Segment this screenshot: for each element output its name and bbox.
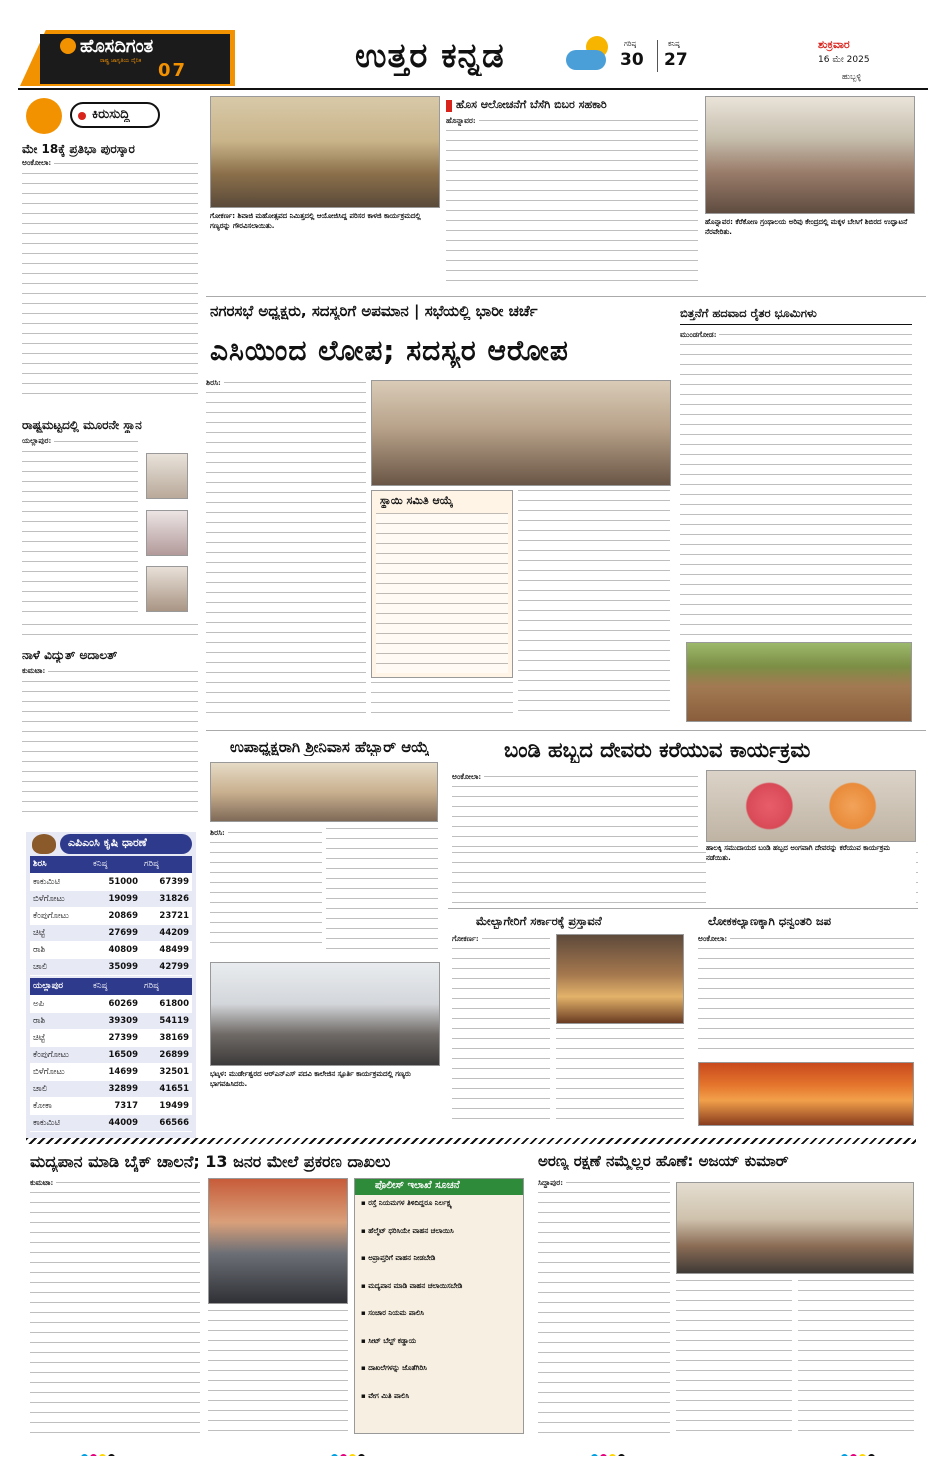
commodity: ಬಿಳೆಗೋಟು <box>30 890 90 907</box>
brief-dateline: ಕುಮಟಾ: <box>22 666 48 676</box>
commodity: ಬಿಳೆಗೋಟು <box>30 1063 90 1080</box>
commodity: ಚಿಟ್ಟೆ <box>30 924 90 941</box>
market-table-yellapur <box>30 978 192 1132</box>
gokarna-caption: ಗೋಕರ್ಣ: ಶಿವಾಜಿ ಮಹೋತ್ಸವದ ನಿಮಿತ್ತದಲ್ಲಿ ಆಯೋಜಿಸಿದ್ದ ಪರಿಸರ ಕಾಳಜಿ ಕಾರ್ಯಕ್ರಮದಲ್ಲಿ ಗಣ್ಯರನ್ನು ಗೌರವಿಸಲಾಯಿತು. <box>210 212 421 230</box>
honnavar-photo <box>705 96 915 214</box>
forest-event-photo <box>676 1182 914 1274</box>
market-place: ಯಲ್ಲಾಪುರ <box>30 978 90 995</box>
commodity: ಚಾಲಿ <box>30 1080 90 1097</box>
box-header <box>355 1179 524 1195</box>
commodity: ಕಾಕುಮಿಟಿ <box>30 1114 90 1131</box>
brief-body <box>22 158 198 396</box>
story-col1 <box>206 378 366 720</box>
price-min: 20869 <box>90 907 141 924</box>
notice-item: ▪ ಮದ್ಯಪಾನ ಮಾಡಿ ವಾಹನ ಚಲಾಯಿಸಬೇಡಿ <box>361 1281 463 1290</box>
aranya-story <box>534 1148 918 1438</box>
weather-max: 30 <box>620 50 644 70</box>
market-table-sirsi <box>30 856 192 976</box>
weather-max-label: ಗರಿಷ್ಠ <box>624 40 637 48</box>
price-min: 19099 <box>90 890 141 907</box>
farm-field-photo <box>686 642 912 722</box>
price-max: 38169 <box>141 1029 192 1046</box>
story-title: ಬಂಡಿ ಹಬ್ಬದ ದೇವರು ಕರೆಯುವ ಕಾರ್ಯಕ್ರಮ <box>504 738 811 762</box>
notice-item: ▪ ರಸ್ತೆ ನಿಯಮಗಳ ತಿಳಿದಿದ್ದರೂ ನಿರ್ಲಕ್ಷ್ಯ <box>361 1199 452 1207</box>
story-dateline: ಗೋಕರ್ಣ: <box>452 934 482 944</box>
commodity: ಕೋಕಾ <box>30 1097 90 1114</box>
story-title: ಹೊಸ ಆಲೋಚನೆಗೆ ಬೆಸೆಗಿ ಬಿಬರ ಸಹಕಾರಿ <box>456 98 607 111</box>
upadhyaksha-story <box>206 734 442 958</box>
council-meeting-photo <box>371 380 671 486</box>
madyapana-story <box>26 1148 526 1438</box>
story-title: ಬಿತ್ತನೆಗೆ ಹದವಾದ ರೈತರ ಭೂಮಿಗಳು <box>680 306 817 320</box>
story-title: ಲೋಕಕಲ್ಯಾಣಕ್ಕಾಗಿ ಧನ್ವಂತರಿ ಜಪ <box>708 914 832 928</box>
price-max: 26899 <box>141 1046 192 1063</box>
story-dateline: ಅಂಕೋಲಾ: <box>452 772 484 782</box>
commodity: ಅಪಿ <box>30 995 90 1012</box>
price-max: 61800 <box>141 995 192 1012</box>
price-max: 31826 <box>141 890 192 907</box>
price-min: 60269 <box>90 995 141 1012</box>
notice-list <box>361 1199 521 1419</box>
commodity: ರಾಶಿ <box>30 941 90 958</box>
price-max: 44209 <box>141 924 192 941</box>
student-photo <box>146 510 188 556</box>
page-number: 07 <box>158 60 188 81</box>
brief-dateline: ಅಂಕೋಲಾ: <box>22 158 54 168</box>
edition-city: ಹುಬ್ಬಳ್ಳಿ <box>842 72 862 81</box>
student-photo <box>146 566 188 612</box>
melbhagi-story <box>448 912 688 1130</box>
nagarasabhe-story <box>206 300 672 725</box>
hosa-alochane-story <box>446 96 698 292</box>
price-max: 42799 <box>141 958 192 975</box>
brief-title: ನಾಳೆ ವಿದ್ಯುತ್ ಅದಾಲತ್ <box>22 648 118 662</box>
price-min: 51000 <box>90 873 141 890</box>
divider <box>448 908 918 909</box>
price-min: 44009 <box>90 1114 141 1131</box>
price-min: 16509 <box>90 1046 141 1063</box>
box-title: ಪೊಲೀಸ್ ಇಲಾಖೆ ಸೂಚನೆ <box>375 1180 460 1191</box>
market-place: ಶಿರಸಿ <box>30 856 90 873</box>
weather-partly-cloudy-icon <box>566 34 616 74</box>
story-dateline: ಕುಮಟಾ: <box>30 1178 56 1188</box>
seized-bikes-photo <box>208 1178 348 1304</box>
commodity: ಚಿಟ್ಟೆ <box>30 1029 90 1046</box>
logo-box <box>40 34 230 84</box>
story-dateline: ಶಿರಸಿ: <box>210 828 228 838</box>
divider <box>206 296 926 297</box>
date-day: ಶುಕ್ರವಾರ <box>818 38 850 51</box>
kirusuddi-icon <box>26 98 62 134</box>
price-min: 14699 <box>90 1063 141 1080</box>
divider <box>206 730 926 731</box>
price-min: 40809 <box>90 941 141 958</box>
registration-marks <box>80 1446 140 1456</box>
price-max: 41651 <box>141 1080 192 1097</box>
brief-title: ಮೇ 18ಕ್ಕೆ ಪ್ರತಿಭಾ ಪುರಸ್ಕಾರ <box>22 142 135 156</box>
story-col2 <box>326 828 438 954</box>
notice-item: ▪ ವೇಗ ಮಿತಿ ಪಾಲಿಸಿ <box>361 1391 410 1400</box>
story-dateline: ಅಂಕೋಲಾ: <box>698 934 730 944</box>
commodity: ಚಾಲಿ <box>30 958 90 975</box>
title-underline <box>680 324 912 325</box>
story-title: ಮೇಲ್ಭಾಗೇರಿಗೆ ಸರ್ಕಾರಕ್ಕೆ ಪ್ರಸ್ತಾವನೆ <box>476 914 602 928</box>
commodity: ರಾಶಿ <box>30 1012 90 1029</box>
market-title-box <box>60 834 192 854</box>
weather-divider <box>657 40 658 72</box>
price-min: 32899 <box>90 1080 141 1097</box>
story-title: ಅರಣ್ಯ ರಕ್ಷಣೆ ನಮ್ಮೆಲ್ಲರ ಹೊಣೆ: ಅಜಯ್ ಕುಮಾರ್ <box>538 1152 789 1170</box>
story-title: ಉಪಾಧ್ಯಕ್ಷರಾಗಿ ಶ್ರೀನಿವಾಸ ಹೆಬ್ಬಾರ್ ಆಯ್ಕೆ <box>230 738 430 756</box>
price-min: 39309 <box>90 1012 141 1029</box>
brief-body <box>22 436 138 621</box>
arecanut-icon <box>32 834 56 854</box>
brief-dateline: ಯಲ್ಲಾಪುರ: <box>22 436 54 446</box>
logo-tagline: ರಾಷ್ಟ್ರ ಜಾಗೃತಿಯ ದೈನಿಕ <box>100 58 142 64</box>
honnavar-caption: ಹೊನ್ನಾವರ: ಕೆರೆಕೋಣ ಗ್ರಂಥಾಲಯ ಅರಿವು ಕೇಂದ್ರದಲ್ಲಿ ಮಕ್ಕಳ ಬೇಸಿಗೆ ಶಿಬಿರದ ಉದ್ಘಾಟನೆ ನೆರವೇರಿತು. <box>705 218 908 236</box>
apmc-market-box <box>26 832 196 1144</box>
notice-item: ▪ ಸಂಚಾರ ನಿಯಮ ಪಾಲಿಸಿ <box>361 1309 425 1317</box>
commodity: ಕಾಕುಮಿಟಿ <box>30 873 90 890</box>
price-min: 27699 <box>90 924 141 941</box>
masthead <box>0 0 945 92</box>
market-col-min: ಕನಿಷ್ಠ <box>90 856 141 873</box>
student-photo <box>146 453 188 499</box>
title-bullet <box>446 100 452 112</box>
bandi-caption: ಹಾಲಕ್ಕಿ ಸಮುದಾಯದ ಬಂಡಿ ಹಬ್ಬದ ಅಂಗವಾಗಿ ದೇವರನ್ನು ಕರೆಯುವ ಕಾರ್ಯಕ್ರಮ ನಡೆಯಿತು. <box>706 844 916 904</box>
market-col-min: ಕನಿಷ್ಠ <box>90 978 141 995</box>
story-title: ಮದ್ಯಪಾನ ಮಾಡಿ ಬೈಕ್ ಚಾಲನೆ; 13 ಜನರ ಮೇಲೆ ಪ್ರಕರಣ ದಾಖಲು <box>30 1152 391 1171</box>
price-max: 66566 <box>141 1114 192 1131</box>
price-max: 23721 <box>141 907 192 924</box>
story-dateline: ಸಿದ್ದಾಪುರ: <box>538 1178 566 1188</box>
kirusuddi-column <box>18 96 200 826</box>
zigzag-divider <box>26 1138 916 1144</box>
registration-marks <box>840 1446 900 1456</box>
price-max: 48499 <box>141 941 192 958</box>
temple-ritual-photo <box>556 934 684 1024</box>
bhatkal-photo <box>210 962 440 1066</box>
brief-body-cont <box>22 624 198 644</box>
weather-min: 27 <box>664 50 688 70</box>
registration-marks <box>330 1446 390 1456</box>
registration-marks <box>590 1446 650 1456</box>
brief-body <box>22 666 198 818</box>
price-max: 54119 <box>141 1012 192 1029</box>
date-text: 16 ಮೇ 2025 <box>818 55 870 65</box>
japa-ceremony-photo <box>698 1062 914 1126</box>
story-dateline: ಶಿರಸಿ: <box>206 378 224 388</box>
price-max: 67399 <box>141 873 192 890</box>
market-title: ಎಪಿಎಂಸಿ ಕೃಷಿ ಧಾರಣೆ <box>68 836 147 849</box>
notice-item: ▪ ದಾಖಲೆಗಳನ್ನು ಜೊತೆಗಿರಿಸಿ <box>361 1364 427 1372</box>
notice-item: ▪ ಸೀಟ್ ಬೆಲ್ಟ್ ಕಡ್ಡಾಯ <box>361 1336 417 1345</box>
price-min: 7317 <box>90 1097 141 1114</box>
story-dateline: ಮುಂಡಗೋಡ: <box>680 330 719 340</box>
price-min: 35099 <box>90 958 141 975</box>
notice-item: ▪ ಹೆಲ್ಮೆಟ್ ಧರಿಸಿಯೇ ವಾಹನ ಚಲಾಯಿಸಿ <box>361 1226 454 1235</box>
felicitation-photo <box>210 762 438 822</box>
bhatkal-caption: ಭಟ್ಕಳ: ಮುರ್ಡೇಶ್ವರದ ಆರ್‌ಎನ್‌ಎಸ್ ಪದವಿ ಕಾಲೇಜಿನ ಸ್ಪೂರ್ತಿ ಕಾರ್ಯಕ್ರಮದಲ್ಲಿ ಗಣ್ಯರು ಭಾಗವಹಿಸಿದರು. <box>210 1070 411 1088</box>
police-notice-box <box>354 1178 524 1434</box>
story-headline: ಎಸಿಯಿಂದ ಲೋಪ; ಸದಸ್ಯರ ಆರೋಪ <box>210 334 569 367</box>
price-min: 27399 <box>90 1029 141 1046</box>
price-max: 32501 <box>141 1063 192 1080</box>
flower-offering-photo <box>706 770 916 842</box>
kirusuddi-label: ಕಿರುಸುದ್ದಿ <box>92 107 130 122</box>
section-title: ಉತ್ತರ ಕನ್ನಡ <box>355 36 505 76</box>
logo-text: ಹೊಸದಿಗಂತ <box>80 36 154 57</box>
story-col3 <box>518 490 670 720</box>
lokakalyana-story <box>694 912 918 1130</box>
commodity: ಕೆಂಪುಗೋಟು <box>30 1046 90 1063</box>
story-col2-tail <box>371 682 513 720</box>
market-col-max: ಗರಿಷ್ಠ <box>141 856 192 873</box>
logo-emblem-icon <box>60 38 76 54</box>
weather-min-label: ಕನಿಷ್ಠ <box>668 40 680 48</box>
story-dateline: ಹೊನ್ನಾವರ: <box>446 116 479 126</box>
brief-title: ರಾಷ್ಟ್ರಮಟ್ಟದಲ್ಲಿ ಮೂರನೇ ಸ್ಥಾನ <box>22 418 142 432</box>
raita-story <box>676 300 916 725</box>
stayi-samiti-box <box>371 490 513 678</box>
notice-item: ▪ ಅಪ್ರಾಪ್ತರಿಗೆ ವಾಹನ ನೀಡಬೇಡಿ <box>361 1254 436 1262</box>
masthead-rule <box>18 88 928 90</box>
story-col1 <box>210 828 322 954</box>
kirusuddi-label-box <box>70 102 160 128</box>
commodity: ಕೆಂಪುಗೋಟು <box>30 907 90 924</box>
gokarna-photo <box>210 96 440 208</box>
story-kicker: ನಗರಸಭೆ ಅಧ್ಯಕ್ಷರು, ಸದಸ್ಯರಿಗೆ ಅಪಮಾನ | ಸಭೆಯಲ್ಲಿ ಭಾರೀ ಚರ್ಚೆ <box>210 302 538 320</box>
price-max: 19499 <box>141 1097 192 1114</box>
box-title: ಸ್ಥಾಯಿ ಸಮಿತಿ ಆಯ್ಕೆ <box>380 494 454 507</box>
market-col-max: ಗರಿಷ್ಠ <box>141 978 192 995</box>
